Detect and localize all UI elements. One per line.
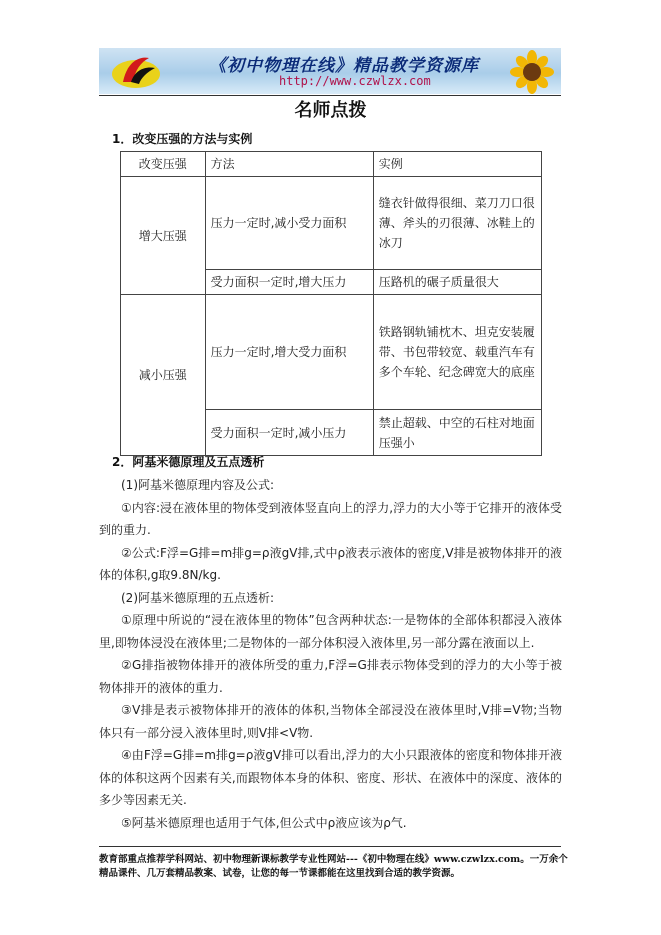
table-row (121, 177, 542, 270)
paragraph: (1)阿基米德原理内容及公式: (121, 478, 275, 492)
section-2-heading: 2．阿基米德原理及五点透析 (112, 455, 265, 469)
section-1-heading: 1．改变压强的方法与实例 (112, 132, 253, 146)
paragraph: ①原理中所说的“浸在液体里的物体”包含两种状态:一是物体的全部体积都浸入液体里,即物体浸没在液体里;二是物体的一部分体积浸入液体里,另一部分露在液面以上. (99, 613, 562, 650)
table-header-cell: 改变压强 (121, 152, 206, 177)
footer-rule (99, 846, 561, 847)
banner-url: http://www.czwlzx.com (279, 74, 431, 88)
method-cell: 受力面积一定时,减小压力 (205, 410, 373, 456)
pressure-methods-table (120, 151, 542, 456)
sunflower-icon (507, 50, 557, 94)
method-cell: 受力面积一定时,增大压力 (205, 270, 373, 295)
paragraph: ⑤阿基米德原理也适用于气体,但公式中ρ液应该为ρ气. (121, 815, 407, 830)
page-title: 名师点拨 (294, 100, 367, 121)
example-cell: 压路机的碾子质量很大 (373, 270, 541, 295)
footer-note: 教育部重点推荐学科网站、初中物理新课标教学专业性网站---《初中物理在线》www.czwlzx.com。一万余个精品课件、几万套精品教案、试卷，让您的每一节课都能在这里找到合适的教学资源。 (99, 854, 568, 879)
example-cell: 缝衣针做得很细、菜刀刀口很薄、斧头的刃很薄、冰鞋上的冰刀 (373, 177, 541, 270)
table-row (121, 295, 542, 410)
method-cell: 压力一定时,增大受力面积 (205, 295, 373, 410)
header-banner (99, 48, 561, 94)
paragraph: ④由F浮=G排=m排g=ρ液gV排可以看出,浮力的大小只跟液体的密度和物体排开液体的体积这两个因素有关,而跟物体本身的体积、密度、形状、在液体中的深度、液体的多少等因素无关. (99, 748, 562, 807)
table-header-cell: 方法 (205, 152, 373, 177)
table-header-row (121, 152, 542, 177)
paragraph: ①内容:浸在液体里的物体受到液体竖直向上的浮力,浮力的大小等于它排开的液体受到的重力. (99, 500, 562, 537)
site-logo-icon (109, 52, 163, 90)
paragraph: (2)阿基米德原理的五点透析: (121, 590, 275, 605)
group-label: 增大压强 (121, 177, 206, 295)
group-label: 减小压强 (121, 295, 206, 456)
example-cell: 铁路钢轨铺枕木、坦克安装履带、书包带较宽、载重汽车有多个车轮、纪念碑宽大的底座 (373, 295, 541, 410)
paragraph: ②公式:F浮=G排=m排g=ρ液gV排,式中ρ液表示液体的密度,V排是被物体排开的液体的体积,g取9.8N/kg. (99, 545, 562, 582)
section-2-body (99, 474, 562, 834)
paragraph: ③V排是表示被物体排开的液体的体积,当物体全部浸没在液体里时,V排=V物;当物体只有一部分浸入液体里时,则V排<V物. (99, 703, 562, 740)
method-cell: 压力一定时,减小受力面积 (205, 177, 373, 270)
paragraph: ②G排指被物体排开的液体所受的重力,F浮=G排表示物体受到的浮力的大小等于被物体排开的液体的重力. (99, 658, 562, 695)
table-header-cell: 实例 (373, 152, 541, 177)
example-cell: 禁止超载、中空的石柱对地面压强小 (373, 410, 541, 456)
banner-title: 《初中物理在线》精品教学资源库 (209, 56, 479, 76)
